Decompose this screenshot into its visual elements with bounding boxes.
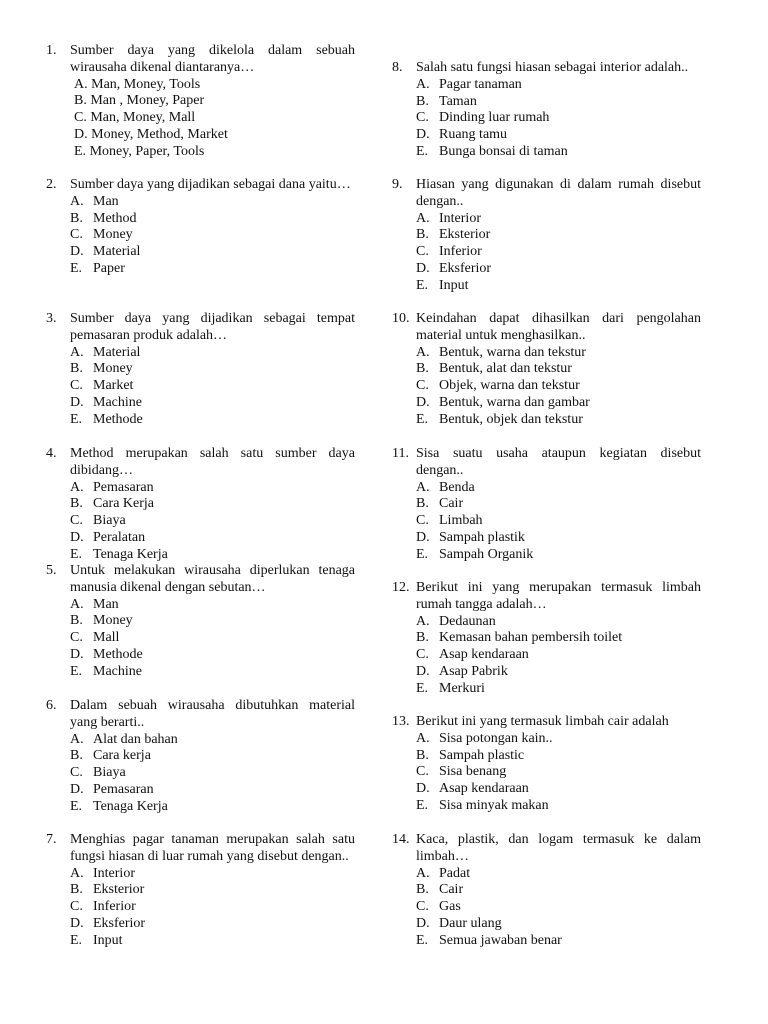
option-b: B. Cara kerja (70, 748, 151, 764)
question-5 (46, 563, 355, 681)
option-b: B. Man , Money, Paper (74, 93, 205, 109)
option-c: C. Mall (70, 630, 120, 646)
question-number: 6. (46, 698, 57, 713)
option-e: E. Sisa minyak makan (416, 797, 549, 813)
option-d: D. Peralatan (70, 529, 146, 545)
option-b: B. Cara Kerja (70, 496, 155, 512)
question-number: 2. (46, 177, 57, 192)
option-e: E. Semua jawaban benar (416, 932, 562, 948)
question-3 (46, 311, 355, 429)
option-b: B. Bentuk, alat dan tekstur (416, 361, 572, 377)
question-text: Berikut ini yang merupakan termasuk limbah rumah tangga adalah… (416, 580, 701, 612)
option-a: A. Benda (416, 479, 475, 495)
option-d: D. Material (70, 244, 141, 260)
option-e: E. Sampah Organik (416, 546, 534, 562)
question-text: Menghias pagar tanaman merupakan salah satu fungsi hiasan di luar rumah yang disebut dengan.. (70, 832, 355, 864)
question-text: Method merupakan salah satu sumber daya dibidang… (70, 446, 355, 478)
question-number: 1. (46, 43, 57, 58)
option-d: D. Bentuk, warna dan gambar (416, 394, 590, 410)
option-b: B. Cair (416, 496, 464, 512)
question-number: 10. (392, 311, 410, 326)
question-text: Kaca, plastik, dan logam termasuk ke dalam limbah… (416, 832, 701, 864)
option-e: E. Merkuri (416, 680, 485, 696)
option-c: C. Market (70, 378, 134, 394)
option-a: A. Bentuk, warna dan tekstur (416, 344, 586, 360)
option-d: D. Daur ulang (416, 915, 502, 931)
option-c: C. Gas (416, 899, 461, 915)
question-text: Dalam sebuah wirausaha dibutuhkan material yang berarti.. (70, 698, 355, 730)
question-number: 9. (392, 177, 403, 192)
option-a: A. Pagar tanaman (416, 76, 522, 92)
question-text: Sumber daya yang dijadikan sebagai tempat pemasaran produk adalah… (70, 311, 355, 343)
option-a: A. Man, Money, Tools (74, 76, 201, 92)
option-b: B. Kemasan bahan pembersih toilet (416, 630, 623, 646)
option-c: C. Inferior (70, 899, 136, 915)
option-a: A. Alat dan bahan (70, 731, 178, 747)
option-a: A. Interior (70, 865, 135, 881)
option-e: E. Methode (70, 411, 143, 427)
question-number: 13. (392, 714, 410, 729)
option-a: A. Man (70, 193, 119, 209)
option-c: C. Biaya (70, 765, 126, 781)
question-text: Berikut ini yang termasuk limbah cair adalah (416, 714, 669, 729)
question-14 (392, 832, 701, 950)
question-11 (392, 446, 701, 564)
option-c: C. Biaya (70, 513, 126, 529)
question-10 (392, 311, 701, 429)
option-c: C. Asap kendaraan (416, 647, 529, 663)
option-c: C. Objek, warna dan tekstur (416, 378, 580, 394)
option-a: A. Interior (416, 210, 481, 226)
option-e: E. Input (70, 932, 123, 948)
question-text: Keindahan dapat dihasilkan dari pengolahan material untuk menghasilkan.. (416, 311, 701, 343)
question-7 (46, 832, 355, 950)
option-c: C. Inferior (416, 244, 482, 260)
option-d: D. Money, Method, Market (74, 126, 228, 142)
option-d: D. Ruang tamu (416, 127, 508, 143)
option-c: C. Man, Money, Mall (74, 110, 196, 126)
option-b: B. Method (70, 210, 137, 226)
option-d: D. Sampah plastik (416, 529, 525, 545)
option-d: D. Methode (70, 646, 143, 662)
option-e: E. Money, Paper, Tools (74, 143, 205, 159)
question-number: 7. (46, 832, 57, 847)
question-number: 5. (46, 563, 57, 578)
question-6 (46, 698, 355, 816)
question-8 (392, 60, 701, 161)
option-e: E. Bentuk, objek dan tekstur (416, 411, 583, 427)
option-a: A. Man (70, 596, 119, 612)
option-b: B. Eksterior (416, 227, 491, 243)
option-c: C. Money (70, 227, 133, 243)
question-text: Untuk melakukan wirausaha diperlukan tenaga manusia dikenal dengan sebutan… (70, 563, 355, 595)
option-b: B. Money (70, 613, 133, 629)
question-text: Sumber daya yang dijadikan sebagai dana yaitu… (70, 177, 351, 192)
option-e: E. Machine (70, 663, 142, 679)
option-c: C. Sisa benang (416, 764, 507, 780)
option-d: D. Machine (70, 394, 142, 410)
option-c: C. Dinding luar rumah (416, 110, 550, 126)
option-a: A. Pemasaran (70, 479, 154, 495)
question-number: 4. (46, 446, 57, 461)
option-d: D. Asap Pabrik (416, 663, 508, 679)
option-a: A. Sisa potongan kain.. (416, 730, 553, 746)
option-e: E. Bunga bonsai di taman (416, 143, 568, 159)
option-b: B. Sampah plastic (416, 747, 525, 763)
option-d: D. Asap kendaraan (416, 781, 529, 797)
question-13 (392, 714, 701, 815)
option-e: E. Tenaga Kerja (70, 798, 168, 814)
question-number: 3. (46, 311, 57, 326)
question-number: 8. (392, 60, 403, 75)
option-e: E. Tenaga Kerja (70, 546, 168, 562)
option-e: E. Paper (70, 260, 125, 276)
option-d: D. Eksferior (70, 915, 146, 931)
option-b: B. Taman (416, 93, 477, 109)
option-d: D. Pemasaran (70, 781, 154, 797)
question-4 (46, 446, 355, 564)
option-a: A. Padat (416, 865, 471, 881)
option-a: A. Dedaunan (416, 613, 496, 629)
option-c: C. Limbah (416, 513, 483, 529)
option-d: D. Eksferior (416, 260, 492, 276)
option-a: A. Material (70, 344, 141, 360)
question-text: Salah satu fungsi hiasan sebagai interior adalah.. (416, 60, 689, 75)
question-number: 14. (392, 832, 410, 847)
question-text: Sumber daya yang dikelola dalam sebuah wirausaha dikenal diantaranya… (70, 43, 355, 75)
question-9 (392, 177, 701, 295)
option-b: B. Cair (416, 882, 464, 898)
question-text: Hiasan yang digunakan di dalam rumah disebut dengan.. (416, 177, 701, 209)
option-b: B. Eksterior (70, 882, 145, 898)
question-number: 11. (392, 446, 409, 461)
question-number: 12. (392, 580, 410, 595)
option-e: E. Input (416, 277, 469, 293)
question-12 (392, 580, 701, 698)
question-2 (46, 177, 355, 278)
option-b: B. Money (70, 361, 133, 377)
question-text: Sisa suatu usaha ataupun kegiatan disebut dengan.. (416, 446, 701, 478)
question-1 (46, 43, 355, 161)
